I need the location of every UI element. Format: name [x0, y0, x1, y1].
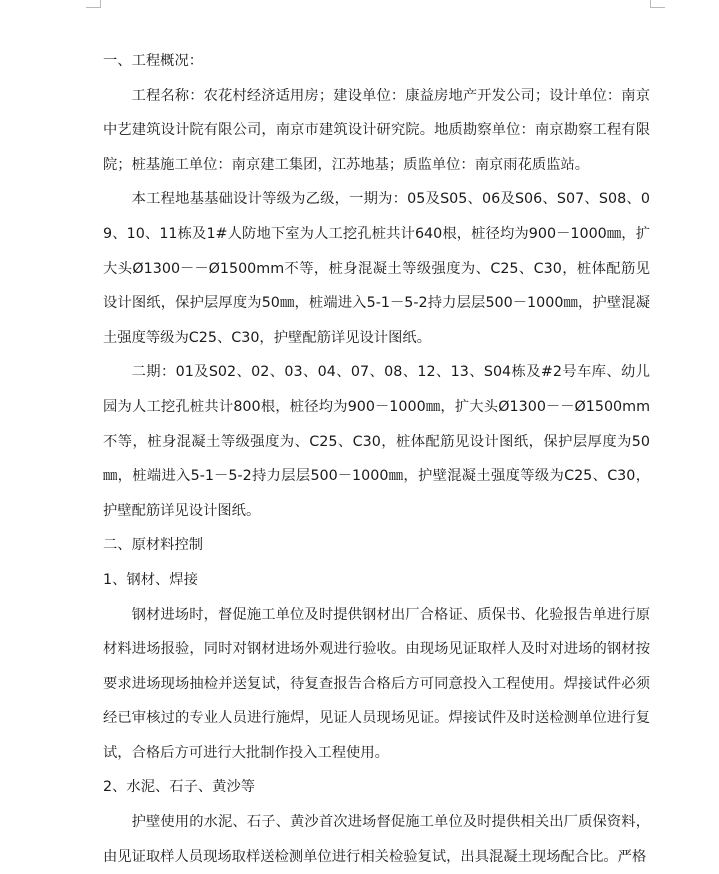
subheading-cement-aggregate: 2、水泥、石子、黄沙等 — [103, 779, 256, 796]
paragraph-phase-one: 本工程地基基础设计等级为乙级，一期为：05及S05、06及S06、S07、S08、09、10、11栋及1#人防地下室为人工挖孔桩共计640根，桩径均为900－1000㎜，扩大头Ø1300－－Ø1500mm不等，桩身混凝土等级强度为、C25、C30，桩体配筋见设计图纸，保护层厚度为50㎜，桩端进入5-1－5-2持力层层500－1000㎜，护壁混凝土强度等级为C25、C30，护壁配筋详见设计图纸。 — [103, 191, 650, 346]
paragraph-phase-two: 二期：01及S02、02、03、04、07、08、12、13、S04栋及#2号车库、幼儿园为人工挖孔桩共计800根，桩径均为900－1000㎜，扩大头Ø1300－－Ø1500mm不等，桩身混凝土等级强度为、C25、C30，桩体配筋见设计图纸，保护层厚度为50㎜，桩端进入5-1－5-2持力层层500－1000㎜，护壁混凝土强度等级为C25、C30，护壁配筋详见设计图纸。 — [103, 364, 650, 519]
paragraph-steel-welding: 钢材进场时，督促施工单位及时提供钢材出厂合格证、质保书、化验报告单进行原材料进场报验，同时对钢材进场外观进行验收。由现场见证取样人及时对进场的钢材按要求进场现场抽检并送复试，待复查报告合格后方可同意投入工程使用。焊接试件必须经已审核过的专业人员进行施焊，见证人员现场见证。焊接试件及时送检测单位进行复试，合格后方可进行大批制作投入工程使用。 — [103, 606, 650, 761]
section-heading-project-overview: 一、工程概况： — [103, 53, 204, 69]
paragraph-project-parties: 工程名称：农花村经济适用房；建设单位：康益房地产开发公司；设计单位：南京中艺建筑设计院有限公司，南京市建筑设计研究院。地质勘察单位：南京勘察工程有限院；桩基施工单位：南京建工集团，江苏地基；质监单位：南京雨花质监站。 — [103, 87, 650, 173]
page-corner-mark-top-left — [86, 0, 101, 8]
section-heading-raw-materials: 二、原材料控制 — [103, 537, 204, 554]
subheading-steel-welding: 1、钢材、焊接 — [103, 571, 198, 588]
page-corner-mark-top-right — [650, 0, 665, 8]
paragraph-cement-aggregate: 护壁使用的水泥、石子、黄沙首次进场督促施工单位及时提供相关出厂质保资料，由见证取样人员现场取样送检测单位进行相关检验复试，出具混凝土现场配合比。严格 — [103, 814, 650, 865]
document-body — [103, 44, 650, 874]
